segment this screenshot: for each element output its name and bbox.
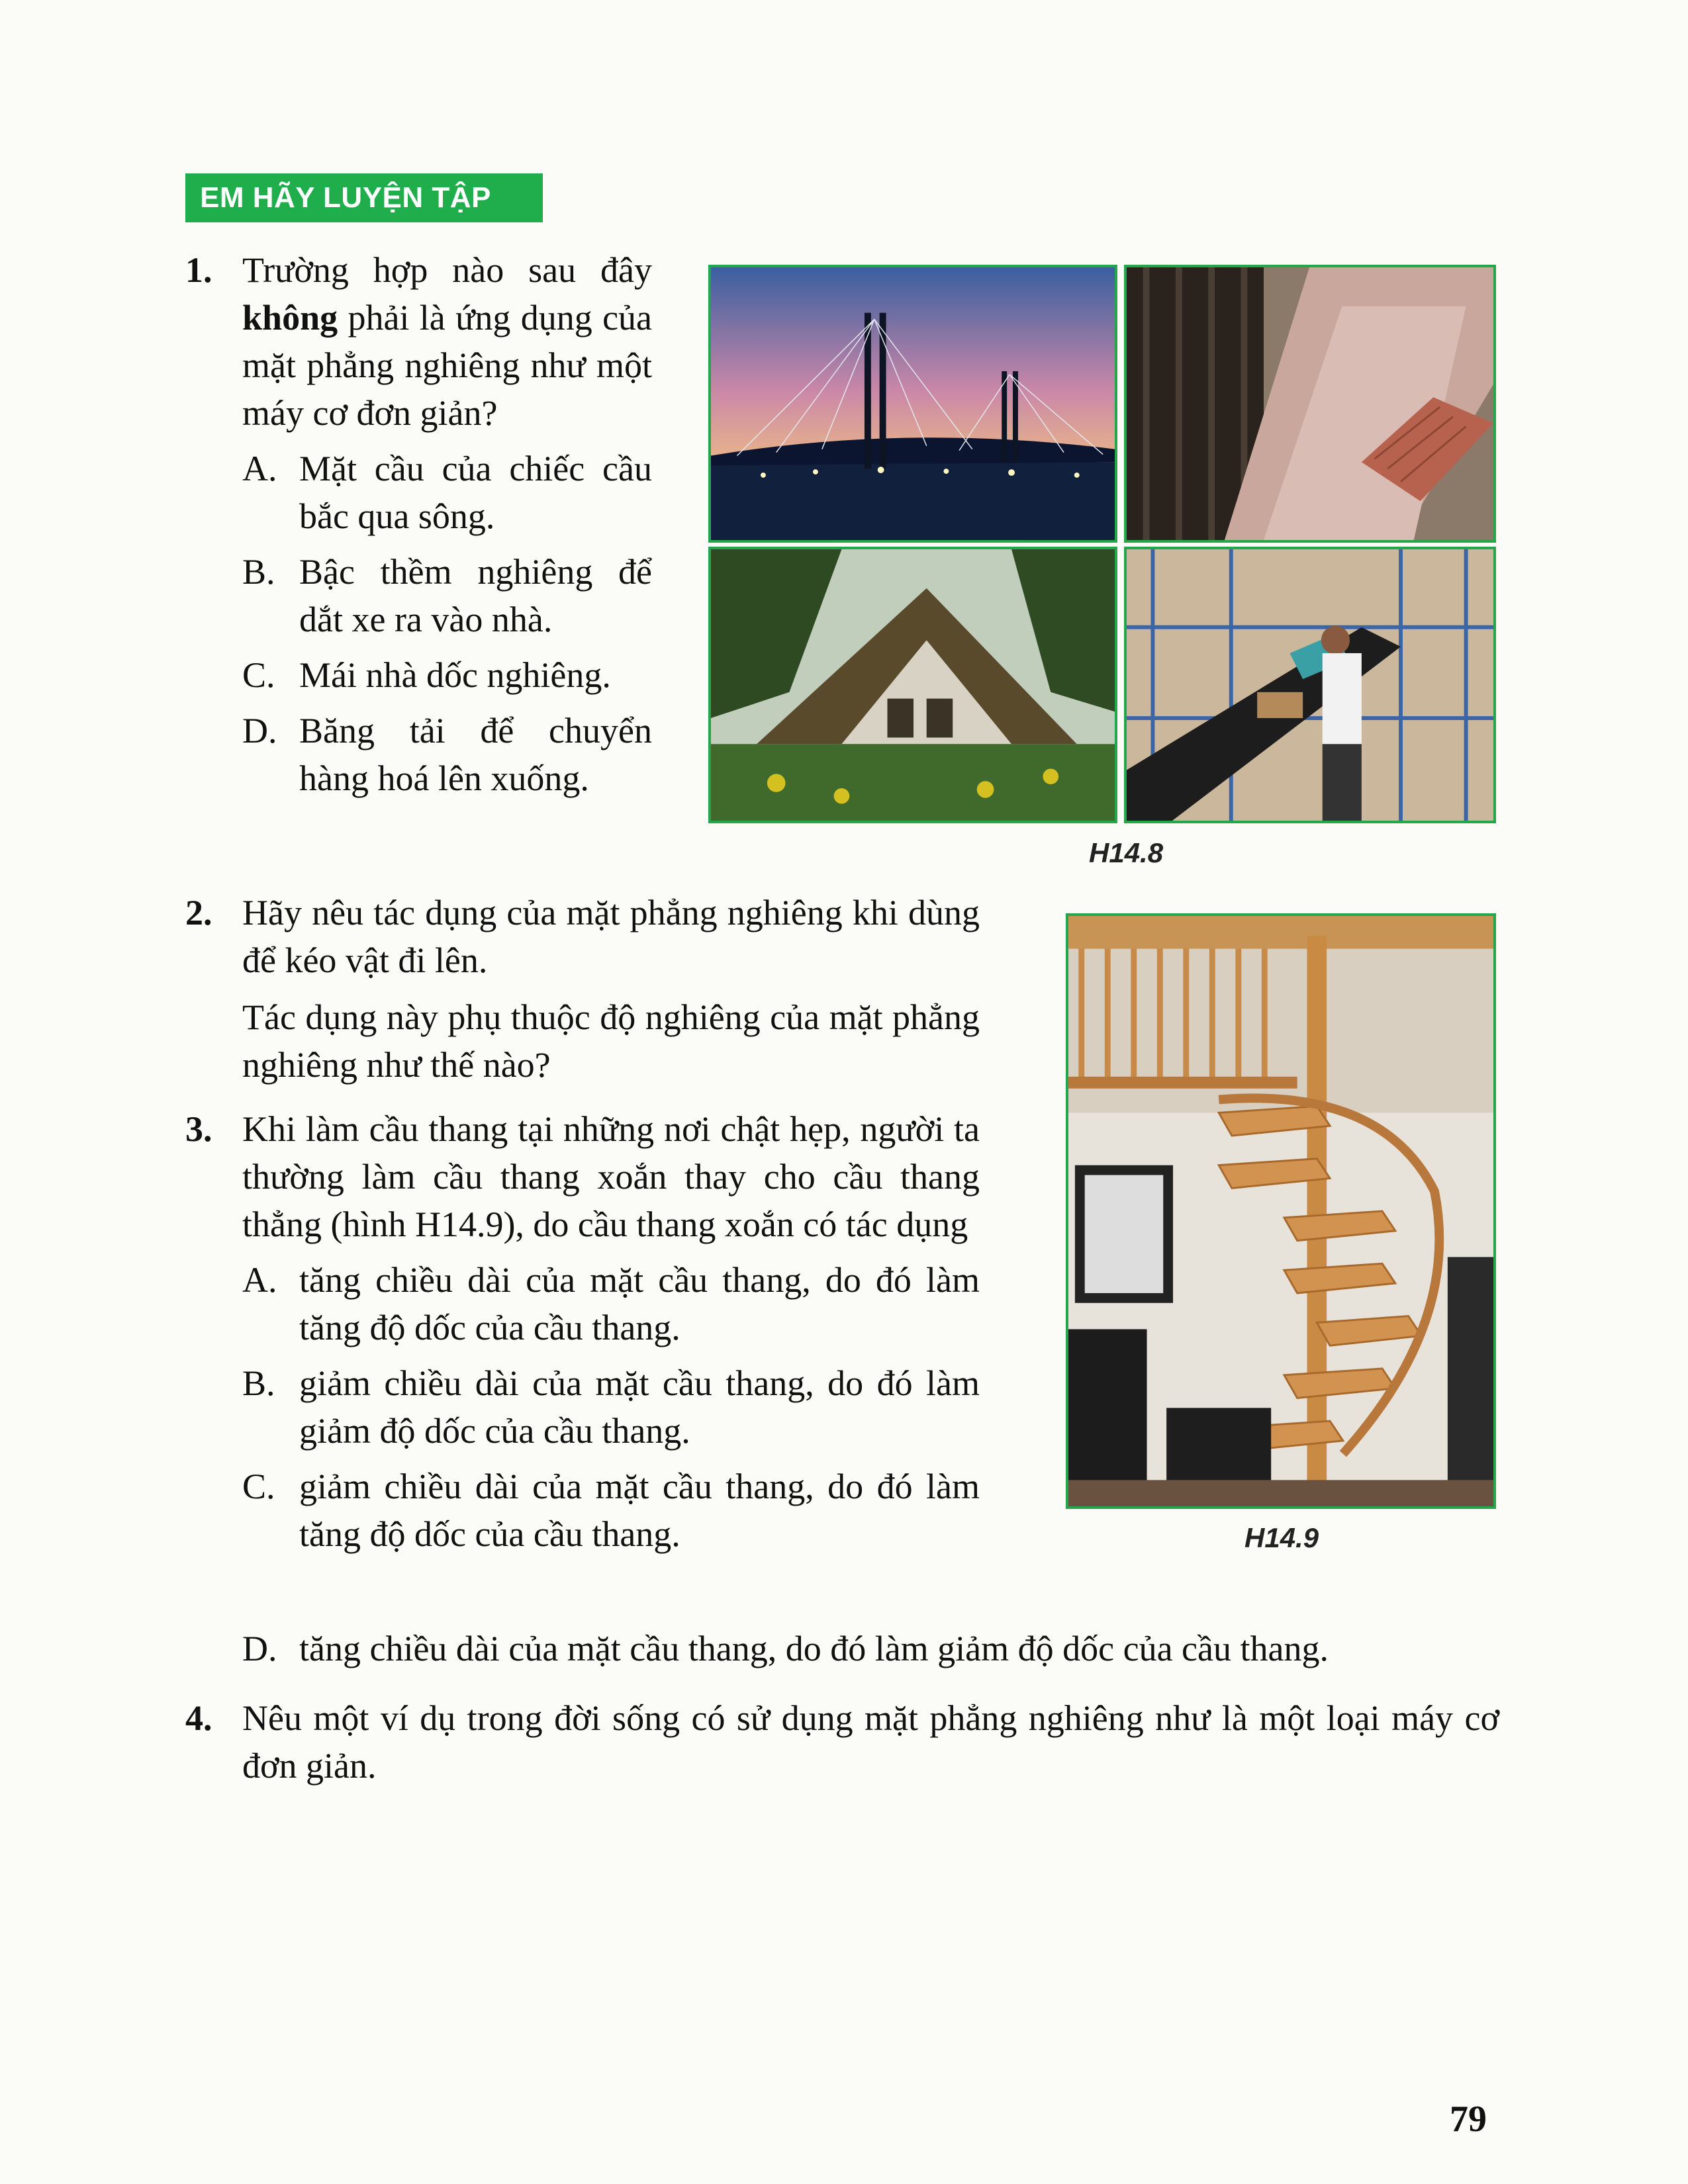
question-number: 1. xyxy=(185,250,212,290)
answer-options xyxy=(242,1256,980,1558)
option-text: Mái nhà dốc nghiêng. xyxy=(299,655,611,695)
option-text: Băng tải để chuyển hàng hoá lên xuống. xyxy=(299,711,652,798)
option-text: giảm chiều dài của mặt cầu thang, do đó làm giảm độ dốc của cầu thang. xyxy=(299,1363,980,1451)
question-number: 3. xyxy=(185,1109,212,1149)
question-text-part: phải là ứng dụng của mặt phẳng nghiêng như một máy cơ đơn giản? xyxy=(242,298,653,433)
option-letter: B. xyxy=(242,552,275,592)
answer-option-b xyxy=(242,548,652,643)
photo-ramp-steps xyxy=(1124,265,1496,543)
answer-option-a xyxy=(242,1256,980,1351)
option-text: tăng chiều dài của mặt cầu thang, do đó làm giảm độ dốc của cầu thang. xyxy=(299,1629,1329,1668)
answer-options xyxy=(242,445,652,802)
photo-house-roof xyxy=(708,547,1117,823)
answer-option-d xyxy=(242,1625,1500,1672)
option-letter: D. xyxy=(242,1629,277,1668)
question-3-option-d xyxy=(242,1625,1500,1672)
answer-option-c xyxy=(242,651,652,699)
question-2 xyxy=(185,889,980,1089)
question-text-part: Trường hợp nào sau đây xyxy=(242,250,652,290)
question-text: Nêu một ví dụ trong đời sống có sử dụng mặt phẳng nghiêng như là một loại máy cơ đơn giản. xyxy=(242,1698,1499,1786)
option-text: giảm chiều dài của mặt cầu thang, do đó làm tăng độ dốc của cầu thang. xyxy=(299,1467,980,1554)
question-number: 4. xyxy=(185,1698,212,1738)
question-text: Khi làm cầu thang tại những nơi chật hẹp, người ta thường làm cầu thang xoắn thay cho cầu thang thẳng (hình H14.9), do cầu thang xoắn có tác dụng xyxy=(242,1109,980,1244)
option-letter: C. xyxy=(242,1467,275,1506)
photo-bridge xyxy=(708,265,1117,543)
figure-caption-h14-9: H14.9 xyxy=(1244,1522,1319,1553)
answer-option-d xyxy=(242,707,652,802)
option-letter: A. xyxy=(242,449,277,488)
question-text-emphasis: không xyxy=(242,298,338,338)
option-text: Mặt cầu của chiếc cầu bắc qua sông. xyxy=(299,449,652,536)
question-text xyxy=(242,246,652,437)
option-letter: C. xyxy=(242,655,275,695)
option-letter: D. xyxy=(242,711,277,751)
answer-option-c xyxy=(242,1463,980,1558)
option-letter: A. xyxy=(242,1260,277,1300)
option-letter: B. xyxy=(242,1363,275,1403)
answer-option-b xyxy=(242,1359,980,1455)
question-number: 2. xyxy=(185,893,212,933)
answer-option-a xyxy=(242,445,652,540)
question-4 xyxy=(185,1694,1499,1790)
question-1 xyxy=(185,246,652,802)
question-text-followup: Tác dụng này phụ thuộc độ nghiêng của mặt phẳng nghiêng như thế nào? xyxy=(242,997,980,1085)
question-text: Hãy nêu tác dụng của mặt phẳng nghiêng khi dùng để kéo vật đi lên. xyxy=(242,893,980,980)
option-text: Bậc thềm nghiêng để dắt xe ra vào nhà. xyxy=(299,552,652,639)
section-heading: EM HÃY LUYỆN TẬP xyxy=(185,173,543,222)
photo-spiral-staircase xyxy=(1066,913,1496,1509)
page-number: 79 xyxy=(1450,2099,1487,2140)
option-text: tăng chiều dài của mặt cầu thang, do đó làm tăng độ dốc của cầu thang. xyxy=(299,1260,980,1347)
photo-conveyor-belt xyxy=(1124,547,1496,823)
question-3 xyxy=(185,1105,980,1566)
figure-caption-h14-8: H14.8 xyxy=(1089,837,1164,868)
